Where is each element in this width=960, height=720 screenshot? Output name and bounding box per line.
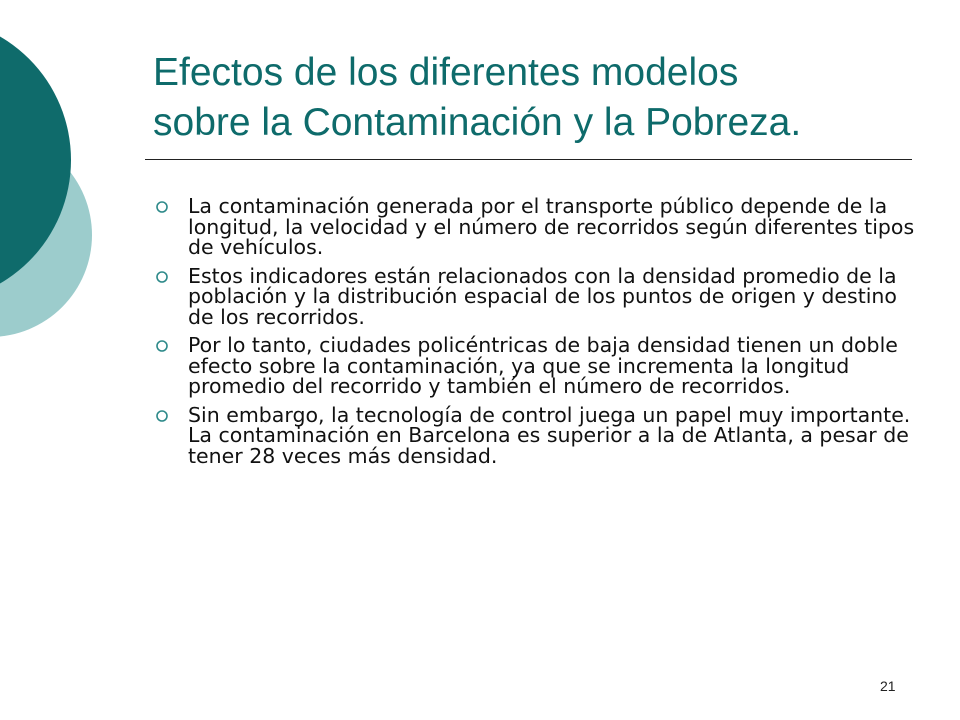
bullet-text: La contaminación generada por el transporte público depende de la longitud, la velocidad y el número de recorridos según diferentes tipos de vehículos. <box>188 194 915 259</box>
bullet-list <box>155 196 915 474</box>
hollow-circle-icon <box>155 270 169 284</box>
bullet-item-1 <box>155 196 915 258</box>
hollow-circle-icon <box>155 339 169 353</box>
hollow-circle-icon <box>155 409 169 423</box>
title-line-2: sobre la Contaminación y la Pobreza. <box>153 101 802 144</box>
bullet-item-3 <box>155 335 915 397</box>
bullet-item-2 <box>155 263 915 329</box>
title-line-1: Efectos de los diferentes modelos <box>153 51 739 94</box>
bullet-text: Estos indicadores están relacionados con la densidad promedio de la población y la distribución espacial de los puntos de origen y destino de los recorridos. <box>188 263 897 329</box>
hollow-circle-icon <box>155 200 169 214</box>
title-divider <box>145 159 912 160</box>
bullet-text: Sin embargo, la tecnología de control juega un papel muy importante. La contaminación en Barcelona es superior a la de Atlanta, a pesar de tener 28 veces más densidad. <box>188 402 911 468</box>
bullet-text: Por lo tanto, ciudades policéntricas de baja densidad tienen un doble efecto sobre la contaminación, ya que se incrementa la longitud promedio del recorrido y también el número de recorridos. <box>188 333 898 398</box>
bullet-item-4 <box>155 402 915 468</box>
decorative-circles <box>0 0 120 400</box>
slide-title <box>153 48 913 148</box>
page-number: 21 <box>880 678 896 694</box>
